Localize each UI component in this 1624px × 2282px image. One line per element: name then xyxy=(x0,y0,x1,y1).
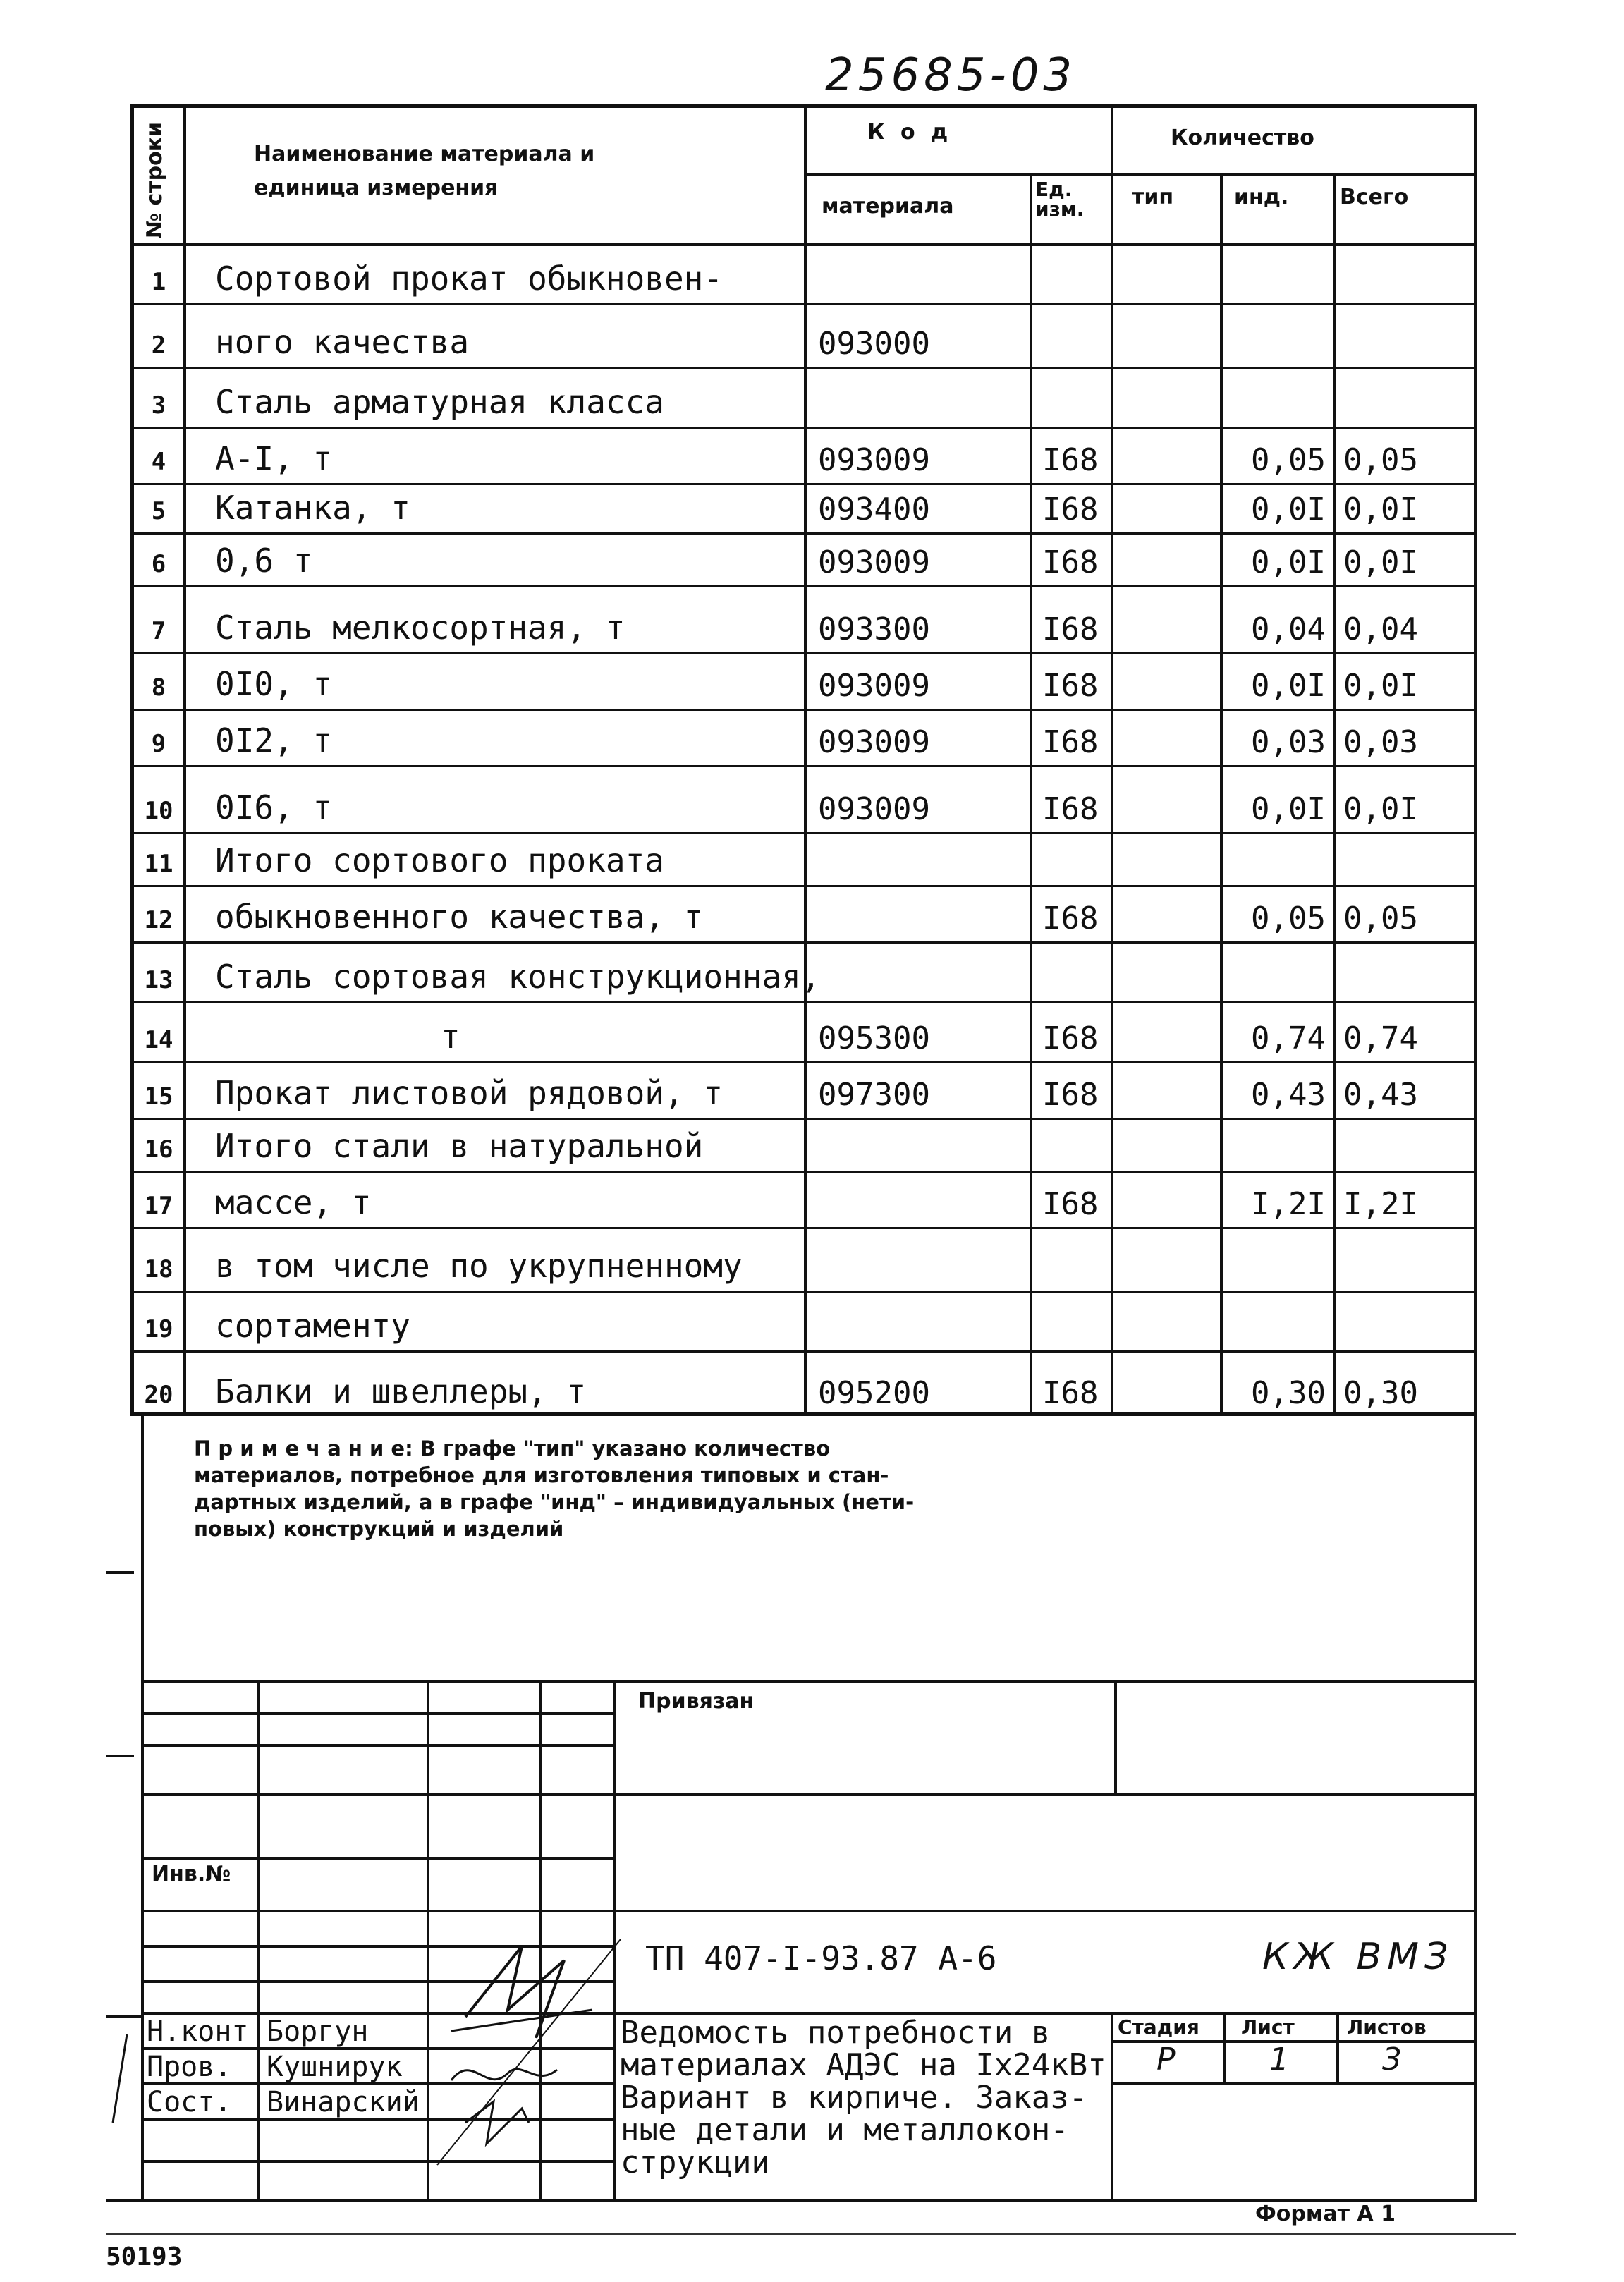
margin-mark xyxy=(106,1571,134,1574)
material-code: 093009 xyxy=(818,442,930,478)
row-number: 7 xyxy=(151,617,166,645)
col-line xyxy=(1030,173,1032,1416)
title-line: Вариант в кирпиче. Заказ- xyxy=(621,2080,1088,2116)
stamp-line xyxy=(613,1910,1477,1912)
format-label: Формат А 1 xyxy=(1255,2202,1396,2226)
row-line xyxy=(130,367,1477,369)
sheet-label: Лист xyxy=(1241,2015,1295,2039)
stamp-role: Пров. xyxy=(147,2051,232,2083)
stamp-person-name: Боргун xyxy=(267,2015,369,2048)
quantity-ind: 0,0I xyxy=(1251,668,1326,704)
stage-label: Стадия xyxy=(1118,2015,1199,2039)
row-number: 10 xyxy=(144,797,173,825)
quantity-total: 0,0I xyxy=(1343,492,1418,527)
row-number: 2 xyxy=(151,331,166,360)
unit-code: I68 xyxy=(1042,492,1099,527)
material-code: 095200 xyxy=(818,1375,930,1411)
row-line xyxy=(130,532,1477,535)
material-code: 093009 xyxy=(818,668,930,704)
row-number: 15 xyxy=(144,1082,173,1111)
row-number: 3 xyxy=(151,391,166,420)
stamp-person-name: Кушнирук xyxy=(267,2051,403,2083)
note-line: дартных изделий, а в графе "инд" – индивидуальных (нети- xyxy=(194,1490,915,1514)
code-material-header: материала xyxy=(822,194,954,219)
stamp-role: Н.конт xyxy=(147,2015,249,2048)
material-name: Сортовой прокат обыкновен- xyxy=(215,260,724,298)
row-line xyxy=(130,885,1477,887)
margin-mark xyxy=(106,1755,134,1757)
stamp-col-line xyxy=(1223,2012,1226,2082)
quantity-total: 0,05 xyxy=(1343,901,1418,936)
row-line xyxy=(130,1350,1477,1353)
row-number: 11 xyxy=(144,850,173,878)
col-line xyxy=(1333,173,1336,1416)
inventory-number-label: Инв.№ xyxy=(152,1862,231,1886)
material-name: обыкновенного качества, т xyxy=(215,898,704,936)
name-header: Наименование материала и единица измерения xyxy=(254,142,595,200)
quantity-total: 0,30 xyxy=(1343,1375,1418,1411)
row-line xyxy=(130,585,1477,587)
unit-code: I68 xyxy=(1042,668,1099,704)
material-name: сортаменту xyxy=(215,1307,410,1345)
material-name: 0I0, т xyxy=(215,665,333,703)
sheet-value: 1 xyxy=(1269,2042,1289,2077)
row-number: 17 xyxy=(144,1192,173,1220)
quantity-ind: 0,30 xyxy=(1251,1375,1326,1411)
material-code: 093300 xyxy=(818,611,930,647)
unit-code: I68 xyxy=(1042,1020,1099,1056)
row-line xyxy=(130,652,1477,654)
row-number: 9 xyxy=(151,730,166,758)
quantity-ind: 0,05 xyxy=(1251,901,1326,936)
title-line: материалах АДЭС на Iх24кВт xyxy=(621,2047,1106,2083)
row-number: 14 xyxy=(144,1026,173,1054)
unit-code: I68 xyxy=(1042,442,1099,478)
material-name: т xyxy=(441,1018,460,1056)
privyazan-label: Привязан xyxy=(638,1689,755,1714)
unit-code: I68 xyxy=(1042,544,1099,580)
col-line xyxy=(1111,104,1113,1416)
bottom-rule xyxy=(106,2233,1516,2235)
stamp-col-line xyxy=(1336,2012,1339,2082)
row-line xyxy=(130,1061,1477,1063)
project-code: ТП 407-I-93.87 А-6 xyxy=(645,1939,997,1977)
row-line xyxy=(130,1227,1477,1229)
unit-code: I68 xyxy=(1042,1077,1099,1113)
material-name: Итого сортового проката xyxy=(215,841,664,879)
row-number-header: № строки xyxy=(142,121,168,238)
quantity-total: 0,0I xyxy=(1343,668,1418,704)
quantity-ind: 0,74 xyxy=(1251,1020,1326,1056)
material-name: Итого стали в натуральной xyxy=(215,1127,704,1165)
signature-scribbles xyxy=(423,1932,635,2172)
material-code: 093009 xyxy=(818,791,930,827)
header-bottom-line xyxy=(130,243,1477,246)
title-line: струкции xyxy=(621,2144,770,2180)
row-line xyxy=(130,709,1477,711)
row-line xyxy=(130,941,1477,944)
sheets-value: 3 xyxy=(1382,2042,1402,2077)
row-number: 8 xyxy=(151,673,166,702)
type-header: тип xyxy=(1132,185,1174,209)
margin-stroke xyxy=(106,2031,134,2130)
row-number: 20 xyxy=(144,1381,173,1409)
row-number: 12 xyxy=(144,906,173,934)
row-number: 18 xyxy=(144,1255,173,1283)
code-header: К о д xyxy=(867,120,953,145)
quantity-total: 0,0I xyxy=(1343,791,1418,827)
document-number: 25685-03 xyxy=(825,49,1077,102)
footer-number: 50193 xyxy=(106,2243,183,2271)
row-line xyxy=(130,832,1477,834)
unit-code: I68 xyxy=(1042,611,1099,647)
quantity-ind: I,2I xyxy=(1251,1186,1326,1222)
stamp-row-line xyxy=(1111,2082,1477,2085)
ind-header: инд. xyxy=(1234,185,1289,209)
unit-code: I68 xyxy=(1042,901,1099,936)
quantity-ind: 0,04 xyxy=(1251,611,1326,647)
unit-code: I68 xyxy=(1042,791,1099,827)
stamp-role: Сост. xyxy=(147,2086,232,2118)
stage-value: Р xyxy=(1156,2042,1176,2077)
quantity-total: 0,43 xyxy=(1343,1077,1418,1113)
row-line xyxy=(130,1171,1477,1173)
row-number: 5 xyxy=(151,497,166,525)
margin-mark xyxy=(106,2015,141,2018)
stamp-row-line xyxy=(141,1744,613,1747)
material-name: массе, т xyxy=(215,1183,372,1221)
material-name: Сталь арматурная класса xyxy=(215,383,664,421)
stamp-line xyxy=(613,1793,1477,1796)
col-line xyxy=(804,104,807,1416)
row-number: 16 xyxy=(144,1135,173,1164)
unit-header: Ед. изм. xyxy=(1035,178,1085,221)
material-name: А-I, т xyxy=(215,439,333,477)
material-name: Катанка, т xyxy=(215,489,410,527)
stamp-row-line xyxy=(141,1857,613,1860)
document-title xyxy=(621,2017,1106,2179)
quantity-total: 0,74 xyxy=(1343,1020,1418,1056)
material-code: 093000 xyxy=(818,326,930,362)
note-line: повых) конструкций и изделий xyxy=(194,1517,564,1541)
col-line xyxy=(183,104,186,1416)
row-line xyxy=(130,1291,1477,1293)
row-line xyxy=(130,1001,1477,1003)
quantity-ind: 0,0I xyxy=(1251,492,1326,527)
total-header: Всего xyxy=(1340,185,1409,209)
material-name: 0I6, т xyxy=(215,788,333,826)
material-code: 095300 xyxy=(818,1020,930,1056)
quantity-ind: 0,05 xyxy=(1251,442,1326,478)
note-line: материалов, потребное для изготовления типовых и стан- xyxy=(194,1463,889,1487)
quantity-ind: 0,43 xyxy=(1251,1077,1326,1113)
stamp-col-line xyxy=(1114,1680,1117,1793)
material-name: Балки и швеллеры, т xyxy=(215,1372,587,1410)
stamp-row-line xyxy=(141,1910,613,1912)
stamp-col-line xyxy=(257,1680,260,2199)
stamp-row-line xyxy=(141,1793,613,1796)
header-subline xyxy=(804,173,1477,176)
material-name: ного качества xyxy=(215,323,470,361)
quantity-total: 0,0I xyxy=(1343,544,1418,580)
row-number: 1 xyxy=(151,268,166,296)
quantity-total: 0,04 xyxy=(1343,611,1418,647)
material-code: 093009 xyxy=(818,724,930,760)
quantity-total: 0,05 xyxy=(1343,442,1418,478)
stamp-top-line xyxy=(141,1680,1477,1683)
stamp-row-line xyxy=(141,1712,613,1715)
material-name: в том числе по укрупненному xyxy=(215,1247,743,1285)
note-line: П р и м е ч а н и е: В графе "тип" указано количество xyxy=(194,1436,831,1460)
quantity-total: 0,03 xyxy=(1343,724,1418,760)
material-code: 093009 xyxy=(818,544,930,580)
unit-code: I68 xyxy=(1042,1375,1099,1411)
row-number: 4 xyxy=(151,448,166,476)
material-name: 0I2, т xyxy=(215,721,333,759)
material-name: Сталь мелкосортная, т xyxy=(215,609,625,647)
stamp-person-name: Винарский xyxy=(267,2086,420,2118)
unit-code: I68 xyxy=(1042,724,1099,760)
row-number: 13 xyxy=(144,966,173,994)
unit-code: I68 xyxy=(1042,1186,1099,1222)
row-number: 6 xyxy=(151,550,166,578)
material-code: 093400 xyxy=(818,492,930,527)
quantity-total: I,2I xyxy=(1343,1186,1418,1222)
drawing-mark: КЖ ВМЗ xyxy=(1262,1936,1454,1978)
row-number: 19 xyxy=(144,1315,173,1343)
title-line: ные детали и металлокон- xyxy=(621,2112,1069,2148)
row-line xyxy=(130,303,1477,305)
quantity-header: Количество xyxy=(1171,126,1314,150)
title-line: Ведомость потребности в xyxy=(621,2015,1051,2051)
col-line xyxy=(1220,173,1223,1416)
quantity-ind: 0,0I xyxy=(1251,791,1326,827)
material-name: Сталь сортовая конструкционная, xyxy=(215,958,821,996)
row-line xyxy=(130,1118,1477,1120)
material-code: 097300 xyxy=(818,1077,930,1113)
row-line xyxy=(130,427,1477,429)
row-line xyxy=(130,483,1477,485)
material-name: Прокат листовой рядовой, т xyxy=(215,1074,724,1112)
material-name: 0,6 т xyxy=(215,542,313,580)
quantity-ind: 0,03 xyxy=(1251,724,1326,760)
row-line xyxy=(130,765,1477,767)
sheets-label: Листов xyxy=(1347,2015,1427,2039)
quantity-ind: 0,0I xyxy=(1251,544,1326,580)
